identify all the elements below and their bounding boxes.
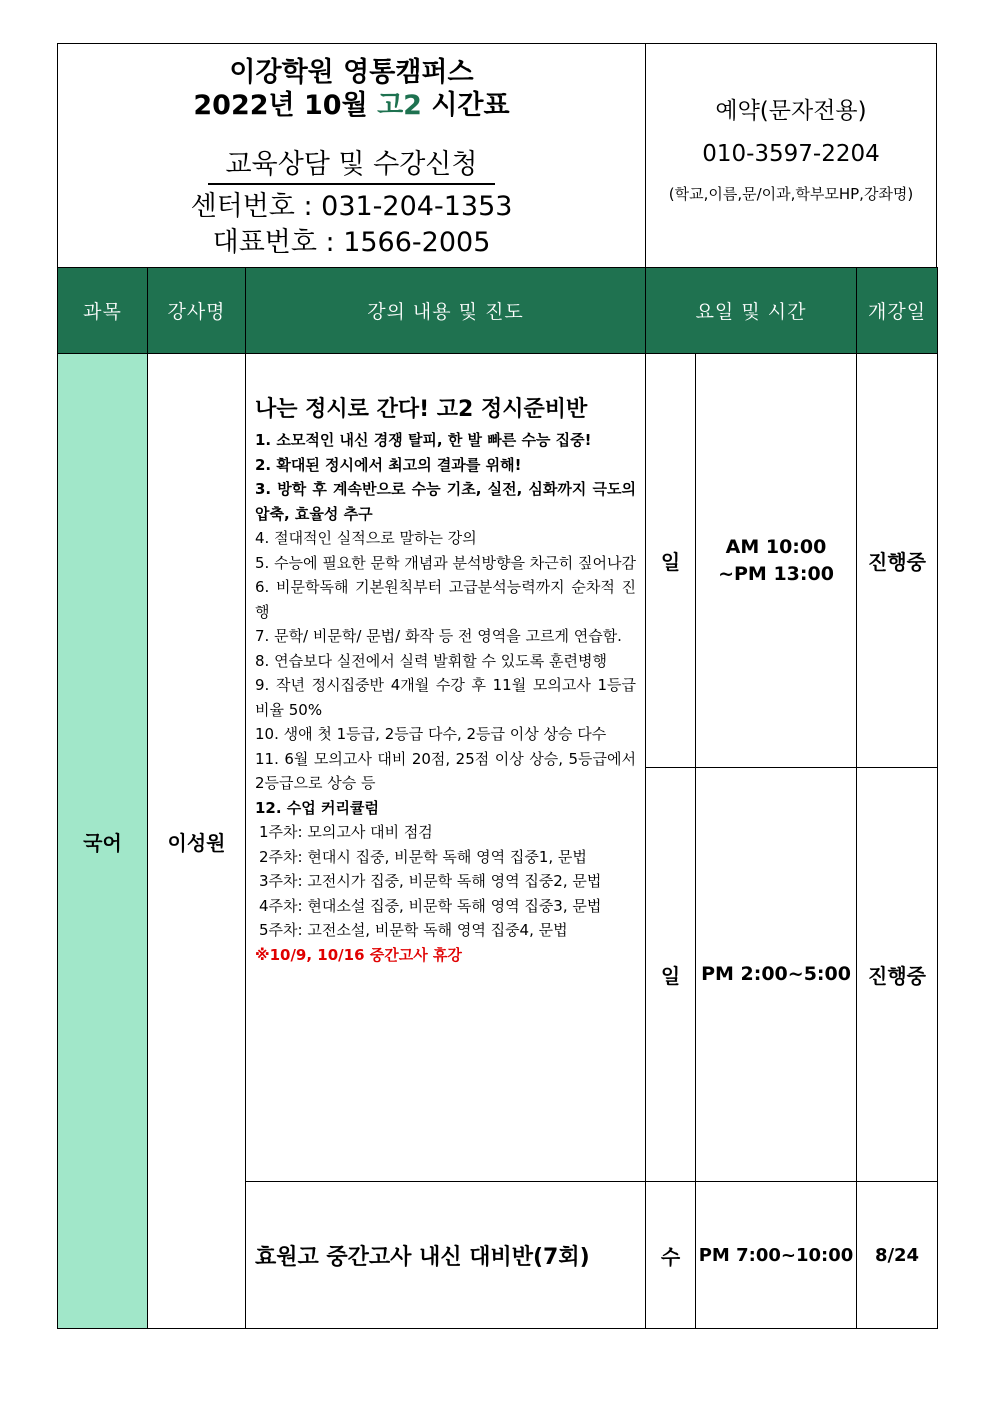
- session2-day: 일: [646, 768, 696, 1182]
- course-title: 나는 정시로 간다! 고2 정시준비반: [255, 397, 588, 422]
- col-subject: 과목: [58, 268, 148, 354]
- list-item: 2주차: 현대시 집중, 비문학 독해 영역 집중1, 문법: [259, 847, 587, 866]
- session1-time-end: ~PM 13:00: [718, 562, 834, 585]
- teacher-cell: 이성원: [148, 354, 246, 1329]
- list-item: 9. 작년 정시집중반 4개월 수강 후 11월 모의고사 1등급 비율 50%: [255, 676, 636, 719]
- list-item: 4. 절대적인 실적으로 말하는 강의: [255, 529, 477, 547]
- title-suffix: 시간표: [421, 90, 510, 121]
- list-item: 10. 생애 첫 1등급, 2등급 다수, 2등급 이상 상승 다수: [255, 725, 607, 743]
- subject-cell: 국어: [58, 354, 148, 1329]
- reserve-phone: 010-3597-2204: [702, 141, 880, 167]
- col-teacher: 강사명: [148, 268, 246, 354]
- session3-day: 수: [646, 1182, 696, 1329]
- session1-time-start: AM 10:00: [725, 535, 827, 558]
- session3-time: PM 7:00~10:00: [696, 1182, 857, 1329]
- list-item: 1주차: 모의고사 대비 점검: [259, 823, 433, 841]
- main-phone: 대표번호 : 1566-2005: [212, 227, 491, 258]
- title-date: 2022년 10월: [193, 90, 378, 121]
- list-item: 3. 방학 후 계속반으로 수능 기초, 실전, 심화까지 극도의 압축, 효율성 추구: [255, 480, 636, 523]
- header-left: [58, 44, 645, 268]
- list-item: 2. 확대된 정시에서 최고의 결과를 위해!: [255, 455, 522, 474]
- session1-start: 진행중: [857, 354, 938, 768]
- academy-title: 이강학원 영통캠퍼스: [229, 57, 474, 88]
- header-right: [646, 44, 936, 268]
- consult-title: 교육상담 및 수강신청: [208, 148, 495, 185]
- list-item: 3주차: 고전시가 집중, 비문학 독해 영역 집중2, 문법: [259, 872, 602, 890]
- session1-time: [696, 354, 857, 768]
- notice-text: ※10/9, 10/16 중간고사 휴강: [255, 945, 462, 964]
- col-schedule: 요일 및 시간: [646, 268, 857, 354]
- col-start: 개강일: [857, 268, 938, 354]
- list-item: 8. 연습보다 실전에서 실력 발휘할 수 있도록 훈련병행: [255, 651, 607, 670]
- timetable-title: [58, 90, 645, 122]
- table-row: [58, 354, 938, 768]
- table-header-row: [58, 268, 938, 354]
- title-grade: 고2: [377, 90, 422, 121]
- reserve-label: 예약(문자전용): [715, 98, 867, 124]
- list-item: 11. 6월 모의고사 대비 20점, 25점 이상 상승, 5등급에서 2등급으로 상승 등: [255, 749, 636, 792]
- reserve-note: (학교,이름,문/이과,학부모HP,강좌명): [668, 185, 914, 203]
- course-content: [246, 354, 646, 1182]
- timetable-sheet: [57, 43, 937, 1329]
- center-phone: 센터번호 : 031-204-1353: [190, 191, 513, 222]
- session2-time: PM 2:00~5:00: [696, 768, 857, 1182]
- course2-title: 효원고 중간고사 내신 대비반(7회): [246, 1182, 646, 1329]
- list-item: 6. 비문학독해 기본원칙부터 고급분석능력까지 순차적 진행: [255, 578, 636, 621]
- session3-start: 8/24: [857, 1182, 938, 1329]
- list-item: 7. 문학/ 비문학/ 문법/ 화작 등 전 영역을 고르게 연습함.: [255, 627, 622, 645]
- session2-start: 진행중: [857, 768, 938, 1182]
- timetable-header: [57, 43, 937, 269]
- schedule-table: [57, 267, 938, 1329]
- col-content: 강의 내용 및 진도: [246, 268, 646, 354]
- list-item: 4주차: 현대소설 집중, 비문학 독해 영역 집중3, 문법: [259, 896, 602, 915]
- list-item: 12. 수업 커리큘럼: [255, 798, 379, 817]
- list-item: 1. 소모적인 내신 경쟁 탈피, 한 발 빠른 수능 집중!: [255, 431, 592, 449]
- list-item: 5주차: 고전소설, 비문학 독해 영역 집중4, 문법: [259, 921, 568, 939]
- session1-day: 일: [646, 354, 696, 768]
- list-item: 5. 수능에 필요한 문학 개념과 분석방향을 차근히 짚어나감: [255, 553, 636, 572]
